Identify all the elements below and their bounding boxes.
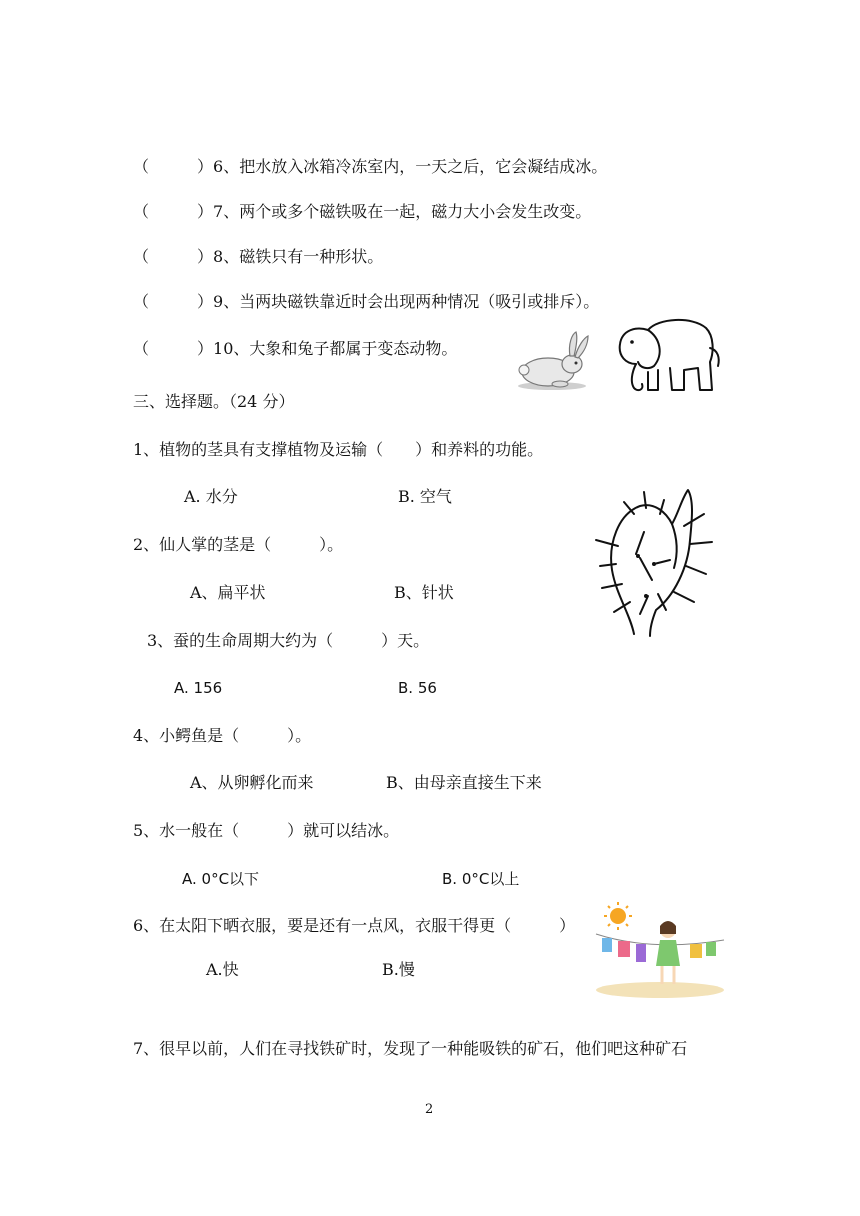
- laundry-illustration: [592, 900, 728, 1000]
- cactus-illustration: [594, 484, 718, 640]
- judgement-text: 6、把水放入冰箱冷冻室内，一天之后，它会凝结成冰。: [213, 157, 608, 176]
- option-a: A、扁平状: [190, 583, 266, 602]
- judgement-item-9: [133, 292, 599, 312]
- answer-paren: （ ）: [133, 339, 214, 358]
- option-b: B. 0°C以上: [442, 870, 520, 888]
- question-5: 5、水一般在（ ）就可以结冰。: [133, 821, 400, 840]
- option-b: B、由母亲直接生下来: [386, 773, 542, 792]
- question-6: 6、在太阳下晒衣服，要是还有一点风，衣服干得更（ ）: [133, 916, 576, 935]
- question-4: 4、小鳄鱼是（ ）。: [133, 726, 312, 745]
- option-b: B. 56: [398, 679, 437, 697]
- judgement-text: 10、大象和兔子都属于变态动物。: [213, 339, 458, 358]
- option-a: A. 156: [174, 679, 223, 697]
- answer-paren: （ ）: [133, 202, 214, 221]
- page-number: 2: [425, 1102, 434, 1117]
- judgement-text: 9、当两块磁铁靠近时会出现两种情况（吸引或排斥）。: [213, 292, 600, 311]
- elephant-illustration: [612, 312, 726, 398]
- answer-paren: （ ）: [133, 157, 214, 176]
- judgement-item-8: [133, 247, 383, 267]
- judgement-item-7: [133, 202, 591, 222]
- judgement-text: 8、磁铁只有一种形状。: [213, 247, 384, 266]
- judgement-text: 7、两个或多个磁铁吸在一起，磁力大小会发生改变。: [213, 202, 592, 221]
- question-1: 1、植物的茎具有支撑植物及运输（ ）和养料的功能。: [133, 440, 544, 459]
- question-7: 7、很早以前，人们在寻找铁矿时，发现了一种能吸铁的矿石，他们吧这种矿石: [133, 1039, 688, 1058]
- answer-paren: （ ）: [133, 247, 214, 266]
- option-a: A. 0°C以下: [182, 870, 260, 888]
- section-title: 三、选择题。（24 分）: [133, 392, 295, 411]
- option-b: B.慢: [382, 960, 415, 979]
- option-b: B、针状: [394, 583, 454, 602]
- option-a: A.快: [206, 960, 239, 979]
- rabbit-illustration: [512, 330, 592, 392]
- answer-paren: （ ）: [133, 292, 214, 311]
- judgement-item-10: [133, 339, 457, 359]
- judgement-item-6: [133, 157, 607, 177]
- question-2: 2、仙人掌的茎是（ ）。: [133, 535, 344, 554]
- option-b: B. 空气: [398, 487, 452, 506]
- option-a: A. 水分: [184, 487, 238, 506]
- question-3: 3、蚕的生命周期大约为（ ）天。: [147, 631, 430, 650]
- option-a: A、从卵孵化而来: [190, 773, 314, 792]
